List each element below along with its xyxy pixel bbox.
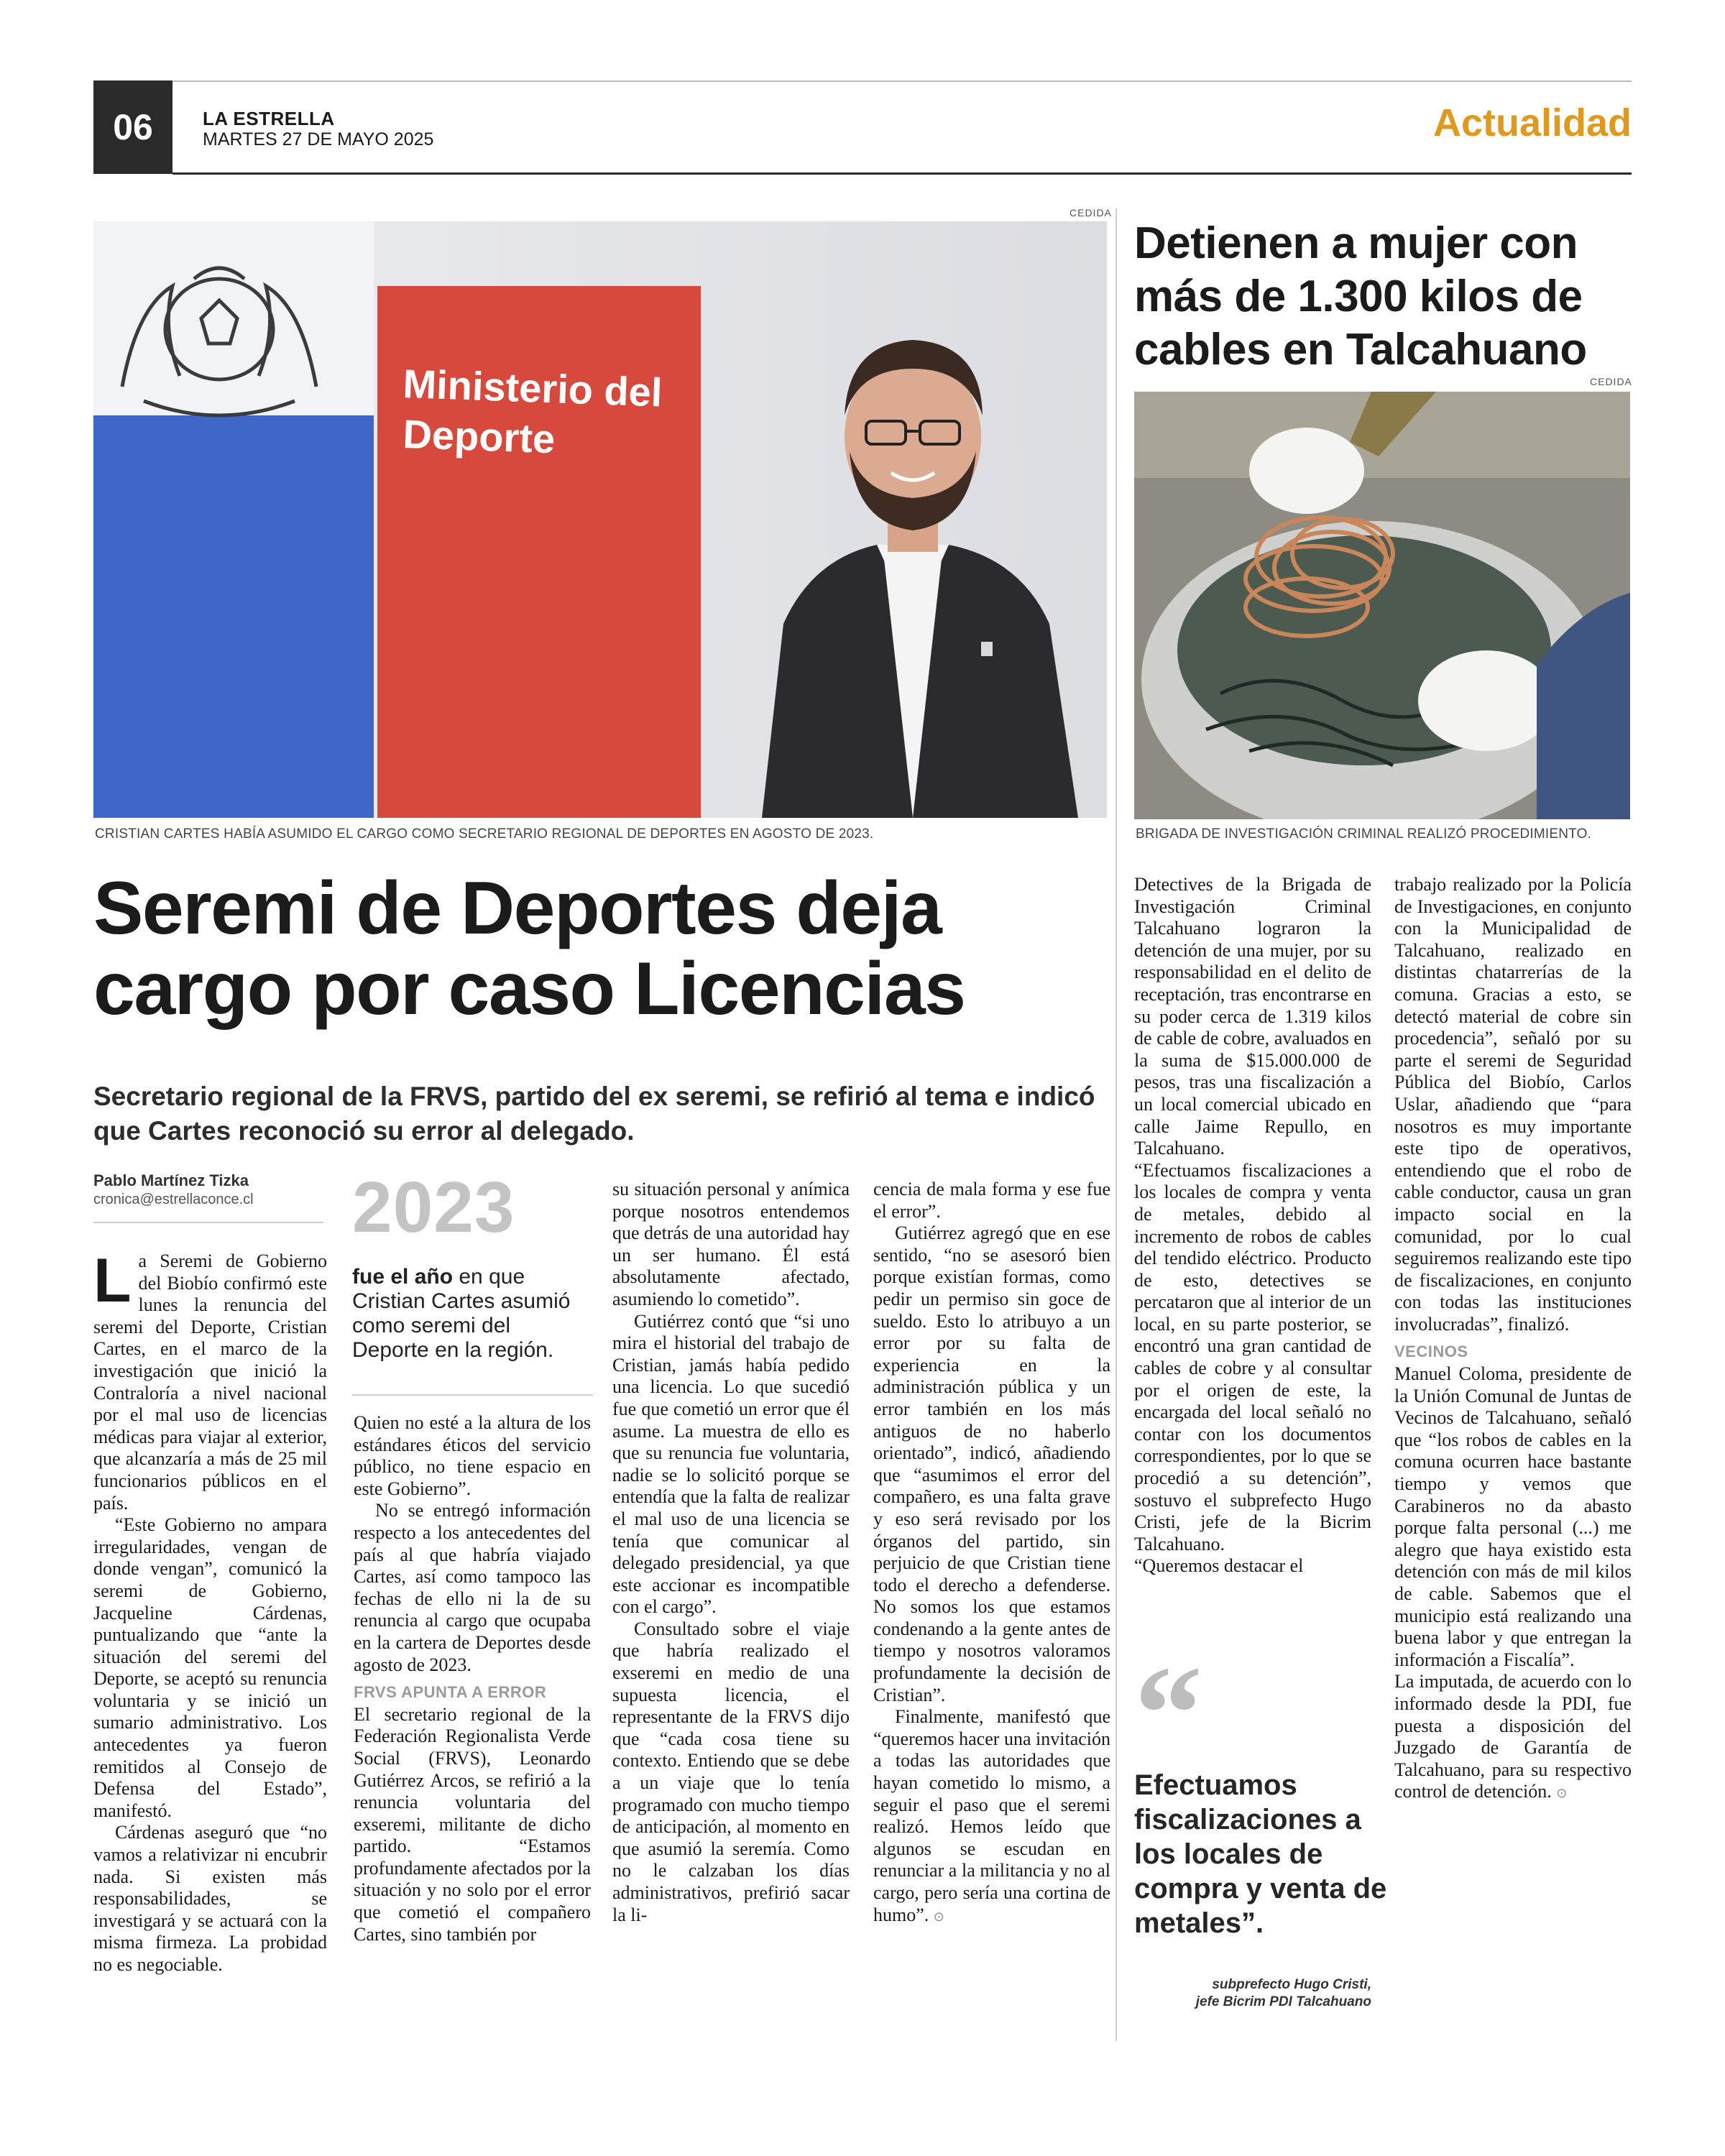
body-paragraph: “Efectuamos fiscalizaciones a los locales de compra y venta de metales, debido al incremento de robos de cables del tendido eléctrico. Producto de esto, detectives se percataron que al interior de un local, en su parte posterior, se encontró una gran cantidad de cables de cobre y al consultar por el origen de este, la encargada del local señaló no contar con los documentos correspondientes, por lo que se procedió a su detención”, sostuvo el subprefecto Hugo Cristi, jefe de la Bicrim Talcahuano. xyxy=(1134,1159,1371,1554)
side-article-column-2 xyxy=(1394,874,1632,1805)
body-paragraph: “Queremos destacar el xyxy=(1134,1555,1304,1577)
main-article-column-2 xyxy=(354,1412,591,1945)
quote-mark-icon: “ xyxy=(1134,1639,1202,1789)
quote-attribution-line: subprefecto Hugo Cristi, xyxy=(1212,1977,1371,1992)
end-mark-icon: ⊙ xyxy=(1556,1786,1568,1802)
side-photo-credit: CEDIDA xyxy=(1590,376,1632,387)
pull-quote: Efectuamos fiscalizaciones a los locales de compra y venta de metales”. xyxy=(1134,1769,1387,1939)
body-paragraph: Gutiérrez contó que “si uno mira el historial del trabajo de Cristian, jamás había pedido una licencia. Lo que sucedió fue que cometió un error que él asume. La muestra de ello es que su renuncia fue voluntaria, nadie se lo solicitó porque se entendía que la falta de realizar el mal uso de una licencia se tenía que comunicar al delegado presidencial, ya que este accionar es incompatible con el cargo”. xyxy=(612,1310,850,1618)
byline-email: cronica@estrellaconce.cl xyxy=(93,1192,254,1207)
dropcap: L xyxy=(93,1246,132,1315)
ministry-sign-line1: Ministerio del xyxy=(402,361,663,415)
stat-text: fue el año en que Cristian Cartes asumió como seremi del Deporte en la región. xyxy=(352,1265,571,1362)
header-rule xyxy=(172,172,1632,175)
main-article-column-1 xyxy=(93,1246,327,1976)
body-paragraph: Cárdenas aseguró que “no vamos a relativizar ni encubrir nada. Si existen más responsabilidades, se investigará y se actuará con la misma firmeza. La probidad no es negociable. xyxy=(93,1822,327,1975)
body-paragraph: Finalmente, manifestó que “queremos hacer una invitación a todas las autoridades que hayan cometido lo mismo, a seguir el paso que el seremi realizó. Hemos leído que algunos se escudan en renunciar a la militancia y no al cargo, pero sería una cortina de humo”. ⊙ xyxy=(873,1706,1110,1925)
side-photo-caption: BRIGADA DE INVESTIGACIÓN CRIMINAL REALIZÓ PROCEDIMIENTO. xyxy=(1136,826,1592,842)
byline-rule xyxy=(93,1222,323,1223)
body-paragraph: Gutiérrez agregó que en ese sentido, “no se asesoró bien porque existían formas, como pedir un permiso sin goce de sueldo. Esto lo atribuyo a un error por su falta de experiencia en la administración pública y un error también en los más antiguos de no haberlo orientado”, indicó, añadiendo que “asumimos el error del compañero, es una falta grave y eso será revisado por los órganos del partido, sin perjuicio de que Cristian tiene todo el derecho a defenderse. No somos los que estamos condenando a la gente antes de tiempo y nosotros valoramos profundamente la decisión de Cristian”. xyxy=(873,1222,1110,1705)
column-divider xyxy=(1116,208,1117,2041)
main-article-column-4 xyxy=(873,1179,1110,1928)
ministry-sign-line2: Deporte xyxy=(402,411,556,462)
body-paragraph: su situación personal y anímica porque nosotros entendemos que detrás de una autoridad hay un ser humano. Él está absolutamente afectado, asumiendo lo cometido”. xyxy=(612,1179,850,1309)
header-top-rule xyxy=(93,80,1632,82)
main-photo-credit: CEDIDA xyxy=(1070,207,1112,218)
side-headline: Detienen a mujer con más de 1.300 kilos de cables en Talcahuano xyxy=(1134,218,1587,374)
body-paragraph: No se entregó información respecto a los antecedentes del país al que habría viajado Cartes, así como tampoco las fechas de ello ni la de su renuncia al cargo que ocupaba en la cartera de Deportes desde agosto de 2023. xyxy=(354,1500,591,1675)
side-photo-illustration xyxy=(1134,392,1630,819)
section-label: Actualidad xyxy=(1432,101,1632,144)
quote-attribution-line: jefe Bicrim PDI Talcahuano xyxy=(1195,1994,1371,2009)
main-headline: Seremi de Deportes deja cargo por caso Licencias xyxy=(93,867,965,1031)
publication-name: LA ESTRELLA xyxy=(203,108,335,129)
stat-year: 2023 xyxy=(352,1167,515,1248)
side-photo xyxy=(1134,392,1630,819)
body-paragraph: Quien no esté a la altura de los estándares éticos del servicio público, no tiene espacio en este Gobierno”. xyxy=(354,1412,591,1499)
body-paragraph: El secretario regional de la Federación Regionalista Verde Social (FRVS), Leonardo Gutiérrez Arcos, se refirió a la renuncia voluntaria del exseremi, militante de dicho partido. “Estamos profundamente afectados por la situación y no solo por el error que cometió el compañero Cartes, sino también por xyxy=(354,1703,591,1945)
main-deck: Secretario regional de la FRVS, partido del ex seremi, se refirió al tema e indicó que Cartes reconoció su error al delegado. xyxy=(93,1082,1095,1146)
page-number: 06 xyxy=(93,80,172,174)
subhead-frvs: FRVS APUNTA A ERROR xyxy=(354,1683,547,1702)
stat-rule xyxy=(352,1394,593,1396)
main-photo-caption: CRISTIAN CARTES HABÍA ASUMIDO EL CARGO COMO SECRETARIO REGIONAL DE DEPORTES EN AGOSTO DE 2023. xyxy=(95,826,874,842)
body-paragraph: Consultado sobre el viaje que habría realizado el exseremi en medio de una supuesta licencia, el representante de la FRVS dijo que “cada cosa tiene su contexto. Entiendo que se debe a un viaje que lo tenía programado con mucho tiempo de anticipación, al momento en que asumió la seremía. Como no le calzaban los días administrativos, prefirió sacar la li- xyxy=(612,1618,850,1925)
quote-attribution xyxy=(1134,1976,1371,2011)
side-article-column-1 xyxy=(1134,874,1371,1577)
body-paragraph: Manuel Coloma, presidente de la Unión Comunal de Juntas de Vecinos de Talcahuano, señaló que “los robos de cables en la comuna ocurren hace bastante tiempo y vemos que Carabineros no da abasto porque falta personal (...) me alegro que haya existido esta detención con más de mil kilos de cable. Sabemos que el municipio está realizando una buena labor y que entregan la información a Fiscalía”. xyxy=(1394,1363,1632,1670)
body-paragraph: trabajo realizado por la Policía de Investigaciones, en conjunto con la Municipalidad de Talcahuano, realizado en distintas chatarrerías de la comuna. Gracias a esto, se detectó material de cobre sin procedencia”, señaló por su parte el seremi de Seguridad Pública del Biobío, Carlos Uslar, añadiendo que “para nosotros es muy importante este tipo de operativos, entendiendo que el robo de cable conductor, causa un gran impacto social en la comunidad, por lo cual seguiremos realizando este tipo de fiscalizaciones, en conjunto con todas las instituciones involucradas”, finalizó. xyxy=(1394,874,1632,1335)
byline-author: Pablo Martínez Tizka xyxy=(93,1171,249,1189)
body-paragraph: La imputada, de acuerdo con lo informado desde la PDI, fue puesta a disposición del Juzgado de Garantía de Talcahuano, para su respectivo control de detención. ⊙ xyxy=(1394,1671,1632,1802)
body-paragraph: cencia de mala forma y ese fue el error”. xyxy=(873,1179,1110,1222)
main-photo-illustration xyxy=(93,221,1107,818)
subhead-vecinos: VECINOS xyxy=(1394,1342,1468,1361)
end-mark-icon: ⊙ xyxy=(933,1909,944,1925)
body-paragraph: Detectives de la Brigada de Investigación Criminal Talcahuano lograron la detención de una mujer, por su responsabilidad en el delito de receptación, tras encontrarse en su poder cerca de 1.319 kilos de cable de cobre, avaluados en la suma de $15.000.000 de pesos, tras una fiscalización a un local comercial ubicado en calle Jaime Repullo, en Talcahuano. xyxy=(1134,874,1371,1159)
publication-date: MARTES 27 DE MAYO 2025 xyxy=(203,129,434,149)
body-paragraph: La Seremi de Gobierno del Biobío confirmó este lunes la renuncia del seremi del Deporte, Cristian Cartes, en el marco de la investigación que inició la Contraloría a nivel nacional por el mal uso de licencias médicas para viajar al exterior, que alcanzaría a más de 25 mil funcionarios públicos en el país. xyxy=(93,1246,327,1514)
main-photo xyxy=(93,221,1107,818)
body-paragraph: “Este Gobierno no ampara irregularidades, vengan de donde vengan”, comunicó la seremi de Gobierno, Jacqueline Cárdenas, puntualizando que “ante la situación del seremi del Deporte, se aceptó su renuncia voluntaria y se inició un sumario administrativo. Los antecedentes ya fueron remitidos al Consejo de Defensa del Estado”, manifestó. xyxy=(93,1514,327,1821)
main-article-column-3 xyxy=(612,1179,850,1926)
